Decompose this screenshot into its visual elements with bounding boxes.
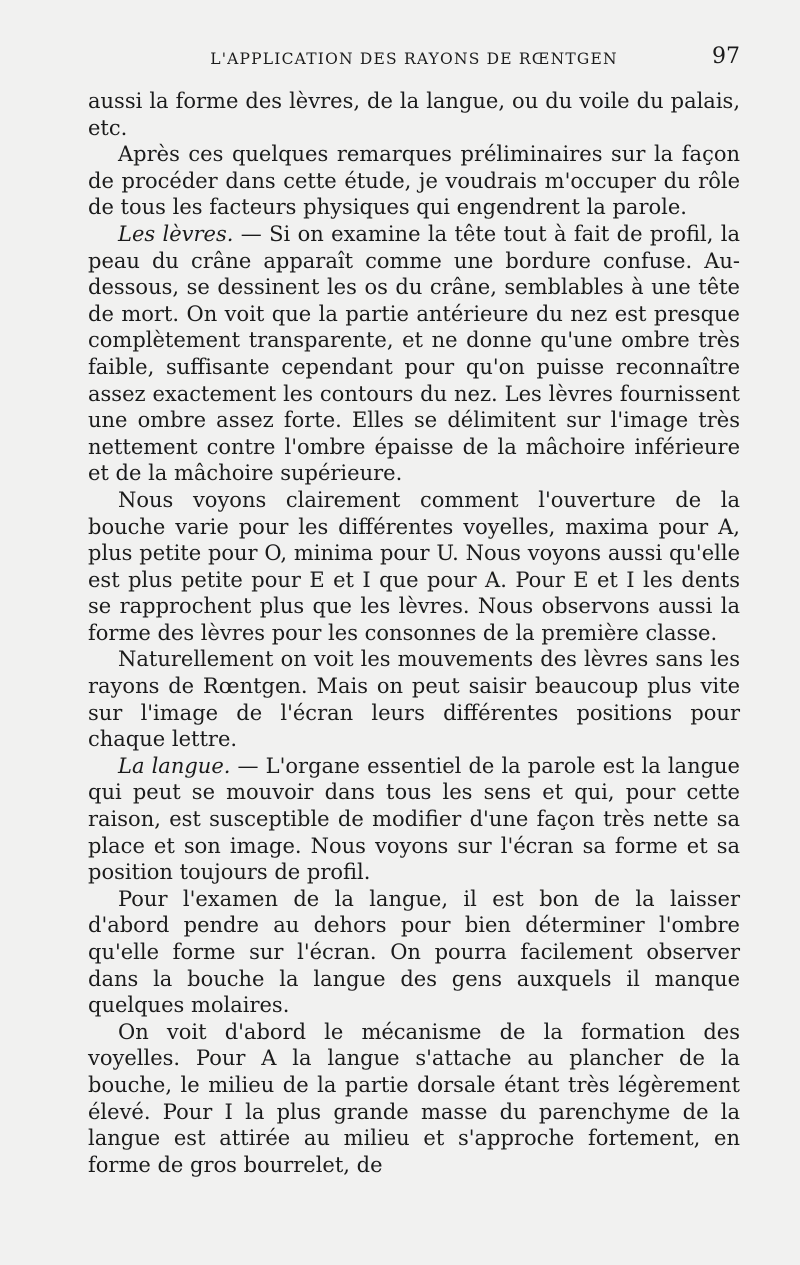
paragraph bbox=[88, 1019, 740, 1179]
paragraph-text: Après ces quelques remarques préliminaires sur la façon de procéder dans cette étude, je voudrais m'occuper du rôle de tous les facteurs physiques qui engendrent la parole. bbox=[88, 142, 740, 220]
paragraph-text: On voit d'abord le mécanisme de la formation des voyelles. Pour A la langue s'attache au plancher de la bouche, le milieu de la partie dorsale étant très légèrement élevé. Pour I la plus grande masse du parenchyme de la langue est attirée au milieu et s'approche fortement, en forme de gros bourrelet, de bbox=[88, 1019, 740, 1177]
body-text bbox=[88, 88, 740, 1178]
paragraph-text: — Si on examine la tête tout à fait de profil, la peau du crâne apparaît comme une bordure confuse. Au-dessous, se dessinent les os du crâne, semblables à une tête de mort. On voit que la partie antérieure du nez est presque complètement transparente, et ne donne qu'une ombre très faible, suffisante cependant pour qu'on puisse reconnaître assez exactement les contours du nez. Les lèvres fournissent une ombre assez forte. Elles se délimitent sur l'image très nettement contre l'ombre épaisse de la mâchoire inférieure et de la mâchoire supérieure. bbox=[88, 221, 740, 486]
paragraph-langue bbox=[88, 753, 740, 886]
paragraph-text: — L'organe essentiel de la parole est la langue qui peut se mouvoir dans tous les sens et qui, pour cette raison, est susceptible de modifier d'une façon très nette sa place et son image. Nous voyons sur l'écran sa forme et sa position toujours de profil. bbox=[88, 753, 740, 885]
paragraph-levres bbox=[88, 221, 740, 487]
paragraph bbox=[88, 646, 740, 752]
paragraph bbox=[88, 886, 740, 1019]
paragraph-text: Pour l'examen de la langue, il est bon de la laisser d'abord pendre au dehors pour bien déterminer l'ombre qu'elle forme sur l'écran. On pourra facilement observer dans la bouche la langue des gens auxquels il manque quelques molaires. bbox=[88, 886, 740, 1018]
paragraph-text: aussi la forme des lèvres, de la langue, ou du voile du palais, etc. bbox=[88, 89, 740, 140]
paragraph-continuation bbox=[88, 88, 740, 141]
section-lead-la-langue: La langue. bbox=[118, 753, 231, 778]
running-head bbox=[88, 44, 740, 80]
section-lead-les-levres: Les lèvres. bbox=[118, 221, 234, 246]
paragraph bbox=[88, 141, 740, 221]
page-number: 97 bbox=[712, 44, 740, 69]
paragraph bbox=[88, 487, 740, 647]
paragraph-text: Nous voyons clairement comment l'ouverture de la bouche varie pour les différentes voyelles, maxima pour A, plus petite pour O, minima pour U. Nous voyons aussi qu'elle est plus petite pour E et I que pour A. Pour E et I les dents se rapprochent plus que les lèvres. Nous observons aussi la forme des lèvres pour les consonnes de la première classe. bbox=[88, 487, 740, 645]
paragraph-text: Naturellement on voit les mouvements des lèvres sans les rayons de Rœntgen. Mais on peut saisir beaucoup plus vite sur l'image de l'écran leurs différentes positions pour chaque lettre. bbox=[88, 647, 740, 752]
running-title: L'APPLICATION DES RAYONS DE RŒNTGEN bbox=[210, 50, 618, 68]
